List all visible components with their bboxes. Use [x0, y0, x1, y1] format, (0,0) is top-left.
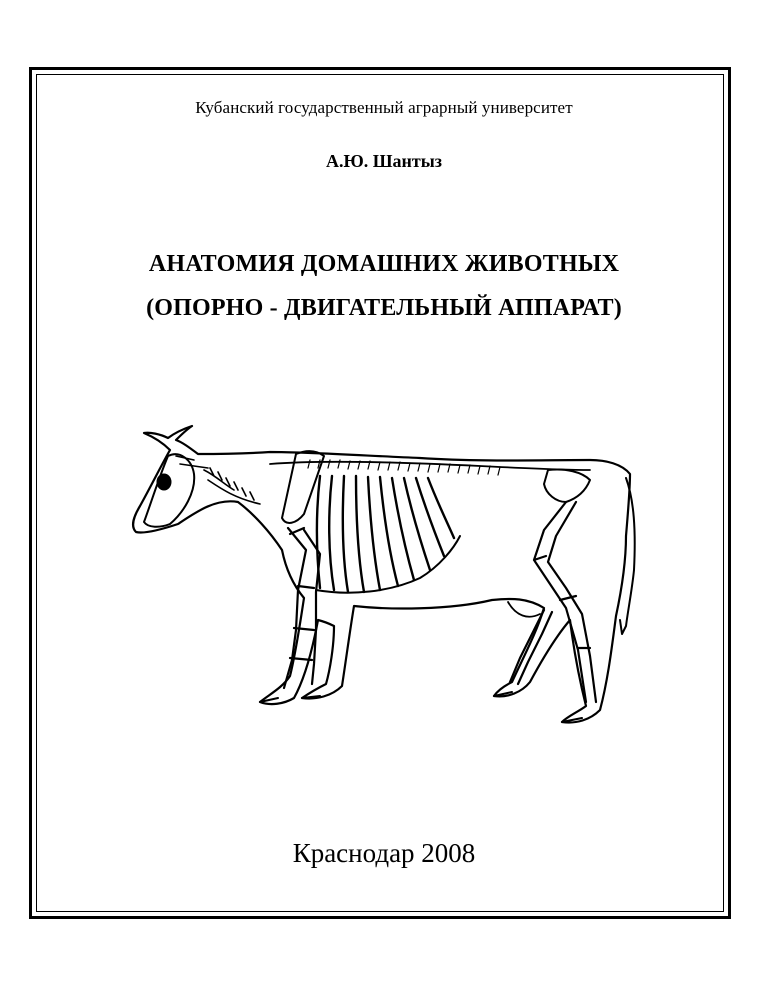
cow-skeleton-illustration: [120, 420, 650, 740]
cow-tail: [620, 478, 635, 634]
cow-ribs: [317, 476, 454, 592]
university-name: Кубанский государственный аграрный университет: [195, 98, 573, 117]
city-year: Краснодар 2008: [292, 838, 476, 868]
cow-hooves: [260, 692, 582, 722]
cow-cervical-vertebrae: [204, 468, 260, 504]
cow-pelvis: [544, 469, 590, 502]
title-line-2: (ОПОРНО - ДВИГАТЕЛЬНЫЙ АППАРАТ): [146, 295, 622, 321]
author-name: А.Ю. Шантыз: [325, 151, 443, 171]
cow-hind-leg-bones: [510, 502, 596, 702]
title-line-1: АНАТОМИЯ ДОМАШНИХ ЖИВОТНЫХ: [148, 251, 620, 277]
